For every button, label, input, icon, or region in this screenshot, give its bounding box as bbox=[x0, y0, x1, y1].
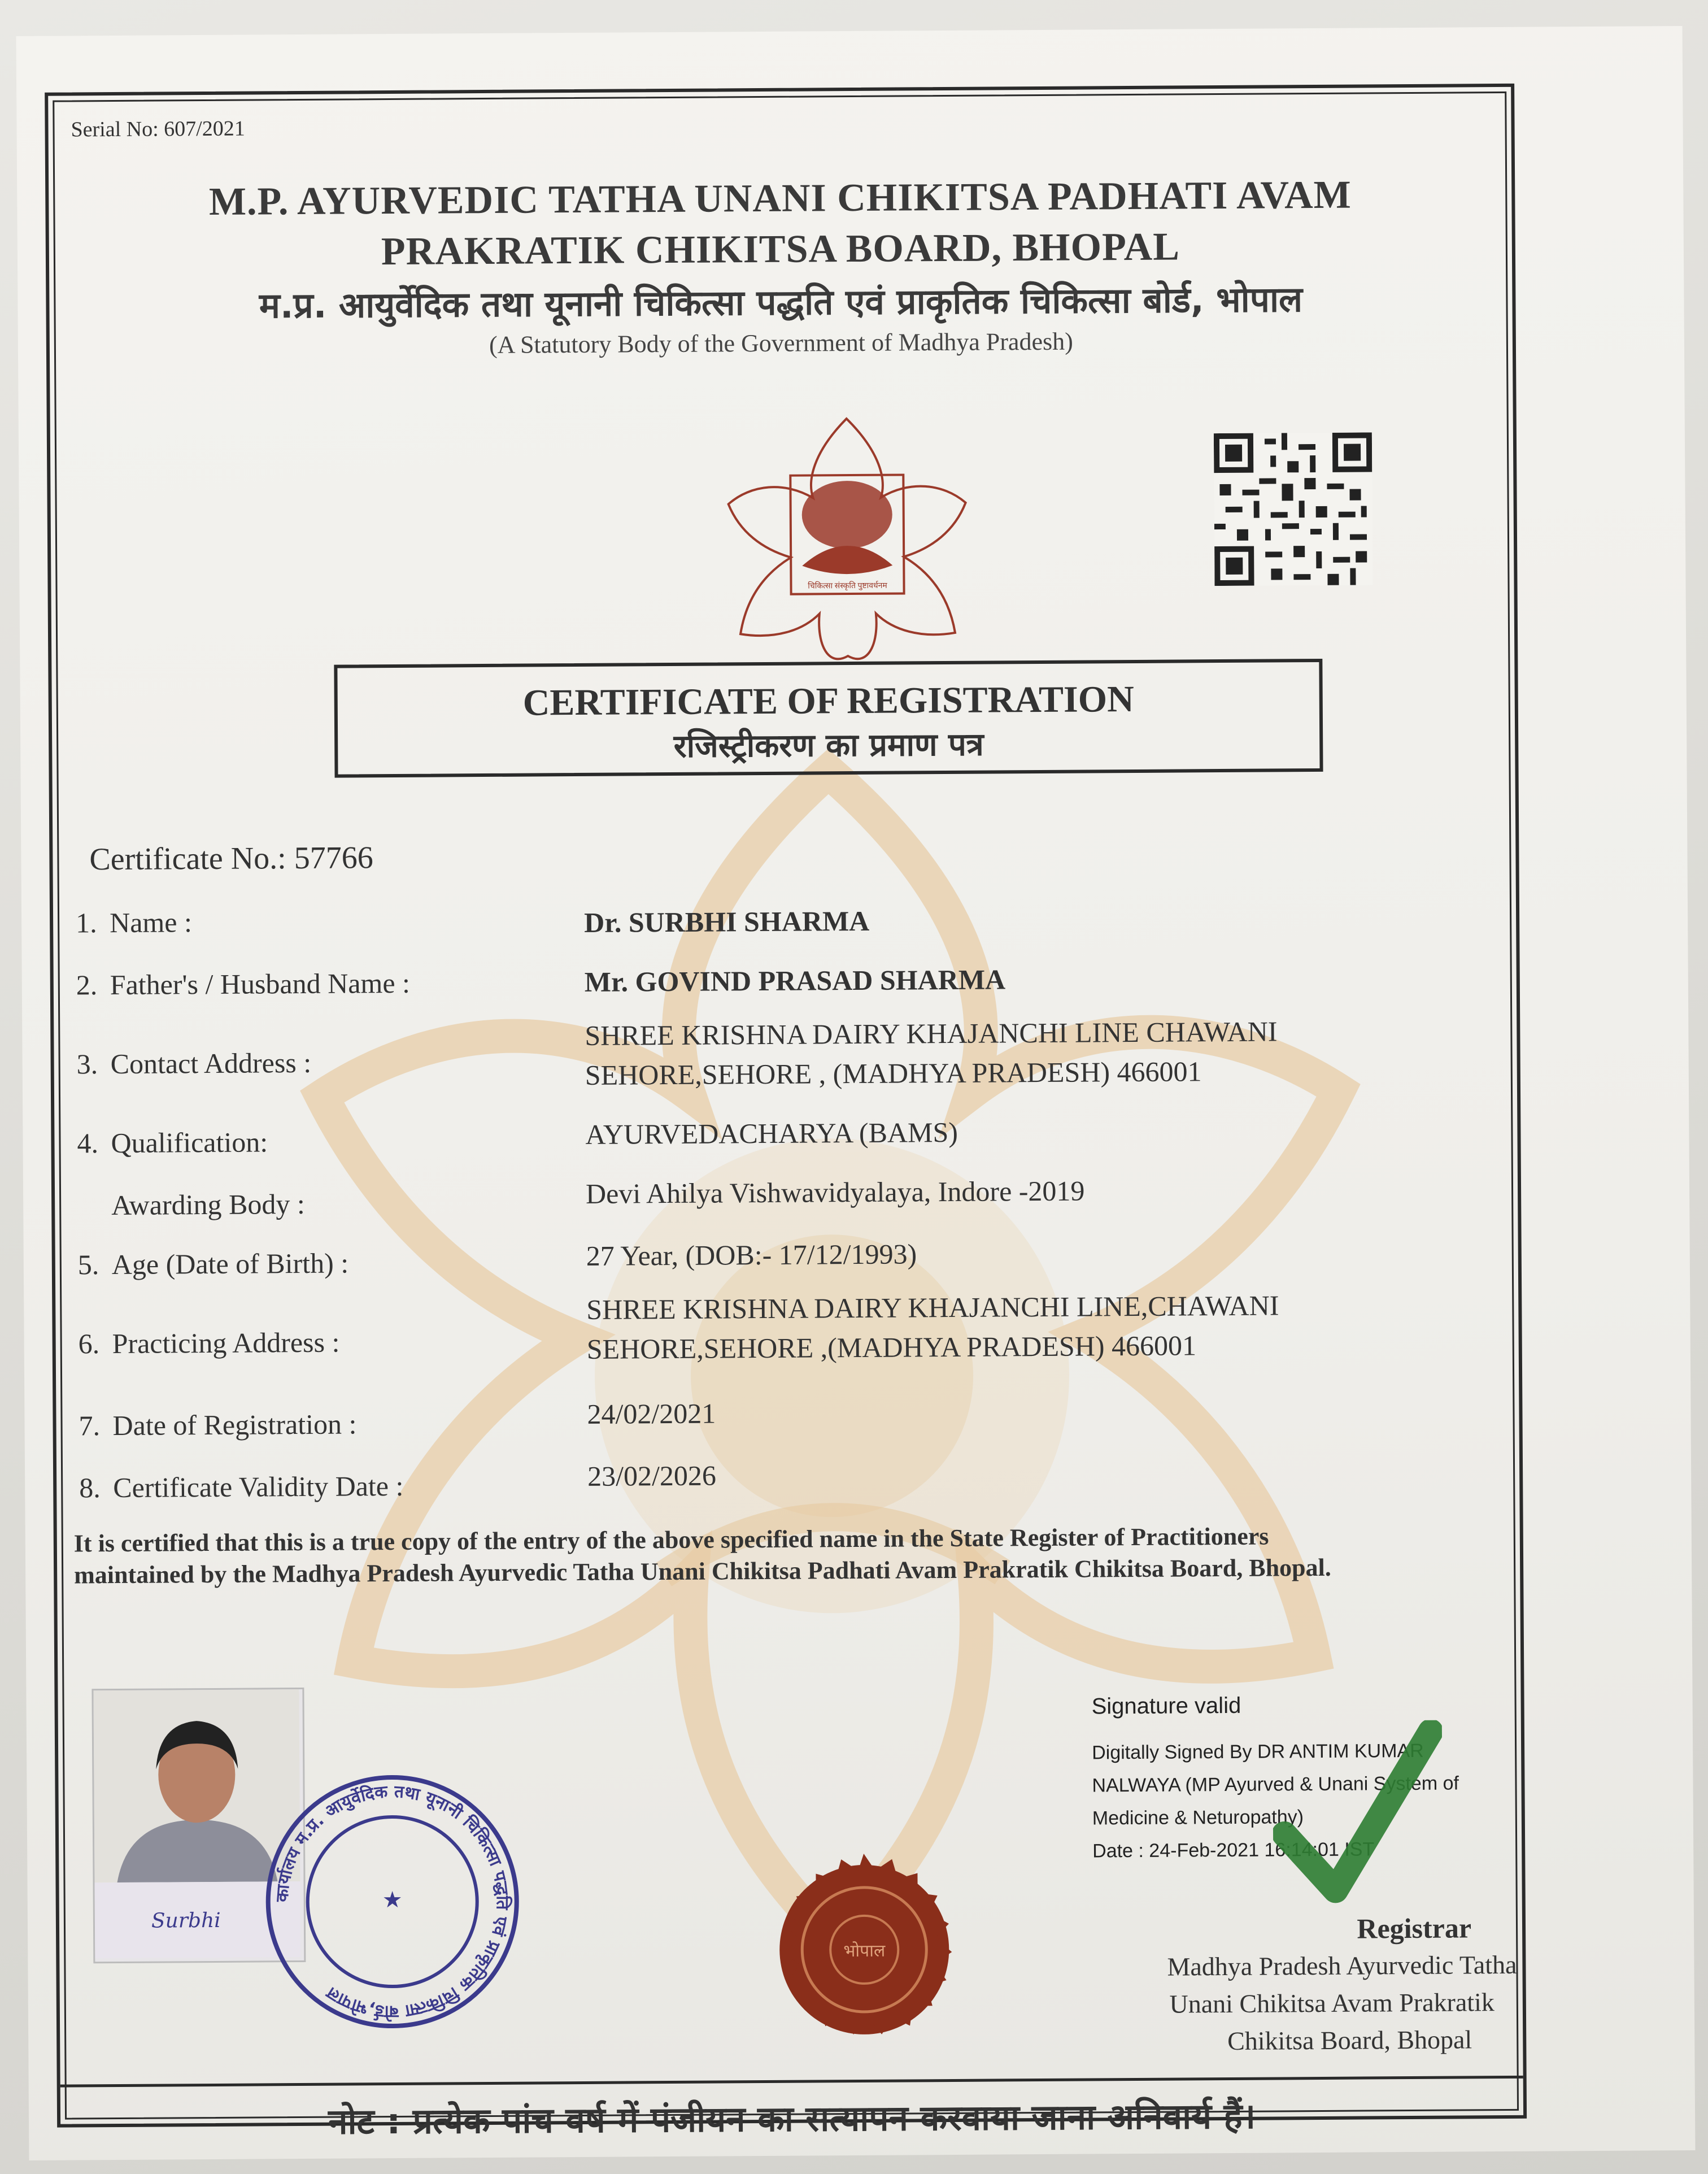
field-value-awarding-body: Devi Ahilya Vishwavidyalaya, Indore -2019 bbox=[585, 1175, 1085, 1210]
field-num-3: 3. bbox=[76, 1048, 98, 1080]
certification-statement bbox=[74, 1519, 1509, 1592]
registrar-block bbox=[1065, 1909, 1518, 2061]
serial-number: Serial No: 607/2021 bbox=[71, 116, 245, 142]
field-value-father: Mr. GOVIND PRASAD SHARMA bbox=[584, 963, 1006, 998]
field-num-6: 6. bbox=[78, 1328, 100, 1360]
seal-text: भोपाल bbox=[843, 1941, 886, 1962]
registrar-line3: Chikitsa Board, Bhopal bbox=[1227, 2025, 1472, 2056]
signature-line3: Medicine & Neturopathy) bbox=[1092, 1806, 1304, 1829]
field-value-age: 27 Year, (DOB:- 17/12/1993) bbox=[586, 1238, 917, 1272]
statement-line1: It is certified that this is a true copy of the entry of the above specified name in the State Register of Practitioners bbox=[73, 1522, 1269, 1558]
signature-status: Signature valid bbox=[1091, 1693, 1241, 1719]
signature-valid-check-icon bbox=[1273, 1720, 1443, 1908]
board-seal bbox=[762, 1847, 966, 2052]
field-value-practicing-address-line2: SEHORE,SEHORE ,(MADHYA PRADESH) 466001 bbox=[586, 1329, 1197, 1365]
stamp-star-icon: ★ bbox=[382, 1886, 403, 1913]
field-label-validity-date: Certificate Validity Date : bbox=[113, 1469, 404, 1504]
field-label-age: Age (Date of Birth) : bbox=[111, 1247, 349, 1281]
certificate-title: CERTIFICATE OF REGISTRATION bbox=[522, 678, 1134, 724]
field-num-4: 4. bbox=[77, 1127, 99, 1159]
field-value-practicing-address-line1: SHREE KRISHNA DAIRY KHAJANCHI LINE,CHAWANI bbox=[586, 1289, 1279, 1325]
emblem-caption: चिकित्सा संस्कृति पुष्टावर्धनम bbox=[808, 581, 887, 591]
qr-code bbox=[1214, 432, 1373, 586]
board-name-line1: M.P. AYURVEDIC TATHA UNANI CHIKITSA PADHATI AVAM bbox=[208, 173, 1352, 224]
field-label-practicing-address: Practicing Address : bbox=[112, 1326, 340, 1360]
field-label-contact-address: Contact Address : bbox=[110, 1046, 312, 1080]
registrar-line1: Madhya Pradesh Ayurvedic Tatha bbox=[1167, 1950, 1517, 1981]
field-label-father: Father's / Husband Name : bbox=[110, 967, 411, 1001]
registration-note: नोट : प्रत्येक पांच वर्ष में पंजीयन का सत्यापन करवाया जाना अनिवार्य हैं। bbox=[328, 2095, 1256, 2142]
office-stamp bbox=[256, 1766, 529, 2038]
registrar-line2: Unani Chikitsa Avam Prakratik bbox=[1169, 1988, 1495, 2019]
office-stamp-text: कार्यालय म.प्र. आयुर्वेदिक तथा यूनानी चिकित्सा पद्धति एवं प्राकृतिक चिकित्सा बोर्ड,भोपाल bbox=[272, 1781, 512, 2022]
field-num-7: 7. bbox=[79, 1410, 101, 1442]
photo-signature: Surbhi bbox=[151, 1908, 221, 1933]
field-value-validity-date: 23/02/2026 bbox=[587, 1459, 717, 1492]
field-value-registration-date: 24/02/2021 bbox=[587, 1397, 716, 1430]
field-label-name: Name : bbox=[109, 906, 193, 939]
field-label-awarding-body: Awarding Body : bbox=[111, 1188, 305, 1221]
statement-line2: maintained by the Madhya Pradesh Ayurvedic Tatha Unani Chikitsa Padhati Avam Prakratik Chikitsa Board, Bhopal. bbox=[74, 1553, 1331, 1589]
board-emblem bbox=[722, 412, 973, 663]
field-value-contact-address-line1: SHREE KRISHNA DAIRY KHAJANCHI LINE CHAWANI bbox=[585, 1015, 1278, 1051]
registrar-title: Registrar bbox=[1357, 1912, 1472, 1945]
field-label-registration-date: Date of Registration : bbox=[112, 1408, 357, 1442]
signature-date: Date : 24-Feb-2021 16:14:01 IST bbox=[1092, 1838, 1375, 1862]
field-num-1: 1. bbox=[75, 907, 97, 939]
board-name-line2: PRAKRATIK CHIKITSA BOARD, BHOPAL bbox=[381, 225, 1180, 274]
certificate-sheet bbox=[16, 26, 1696, 2160]
field-num-5: 5. bbox=[77, 1249, 99, 1281]
signature-line1: Digitally Signed By DR ANTIM KUMAR bbox=[1092, 1740, 1424, 1764]
certificate-number: Certificate No.: 57766 bbox=[89, 840, 373, 877]
statutory-note: (A Statutory Body of the Government of Madhya Pradesh) bbox=[489, 327, 1073, 359]
field-label-qualification: Qualification: bbox=[111, 1126, 268, 1159]
field-value-name: Dr. SURBHI SHARMA bbox=[583, 905, 870, 938]
signature-line2: NALWAYA (MP Ayurved & Unani System of bbox=[1092, 1772, 1459, 1797]
certificate-title-hindi: रजिस्ट्रीकरण का प्रमाण पत्र bbox=[673, 726, 984, 765]
certificate-title-box bbox=[334, 659, 1323, 778]
field-num-2: 2. bbox=[76, 969, 98, 1001]
field-num-8: 8. bbox=[79, 1472, 101, 1504]
board-name-hindi: म.प्र. आयुर्वेदिक तथा यूनानी चिकित्सा पद्धति एवं प्राकृतिक चिकित्सा बोर्ड, भोपाल bbox=[259, 279, 1303, 327]
certificate-frame bbox=[45, 84, 1527, 2142]
field-value-qualification: AYURVEDACHARYA (BAMS) bbox=[585, 1116, 958, 1150]
field-value-contact-address-line2: SEHORE,SEHORE , (MADHYA PRADESH) 466001 bbox=[585, 1055, 1202, 1091]
